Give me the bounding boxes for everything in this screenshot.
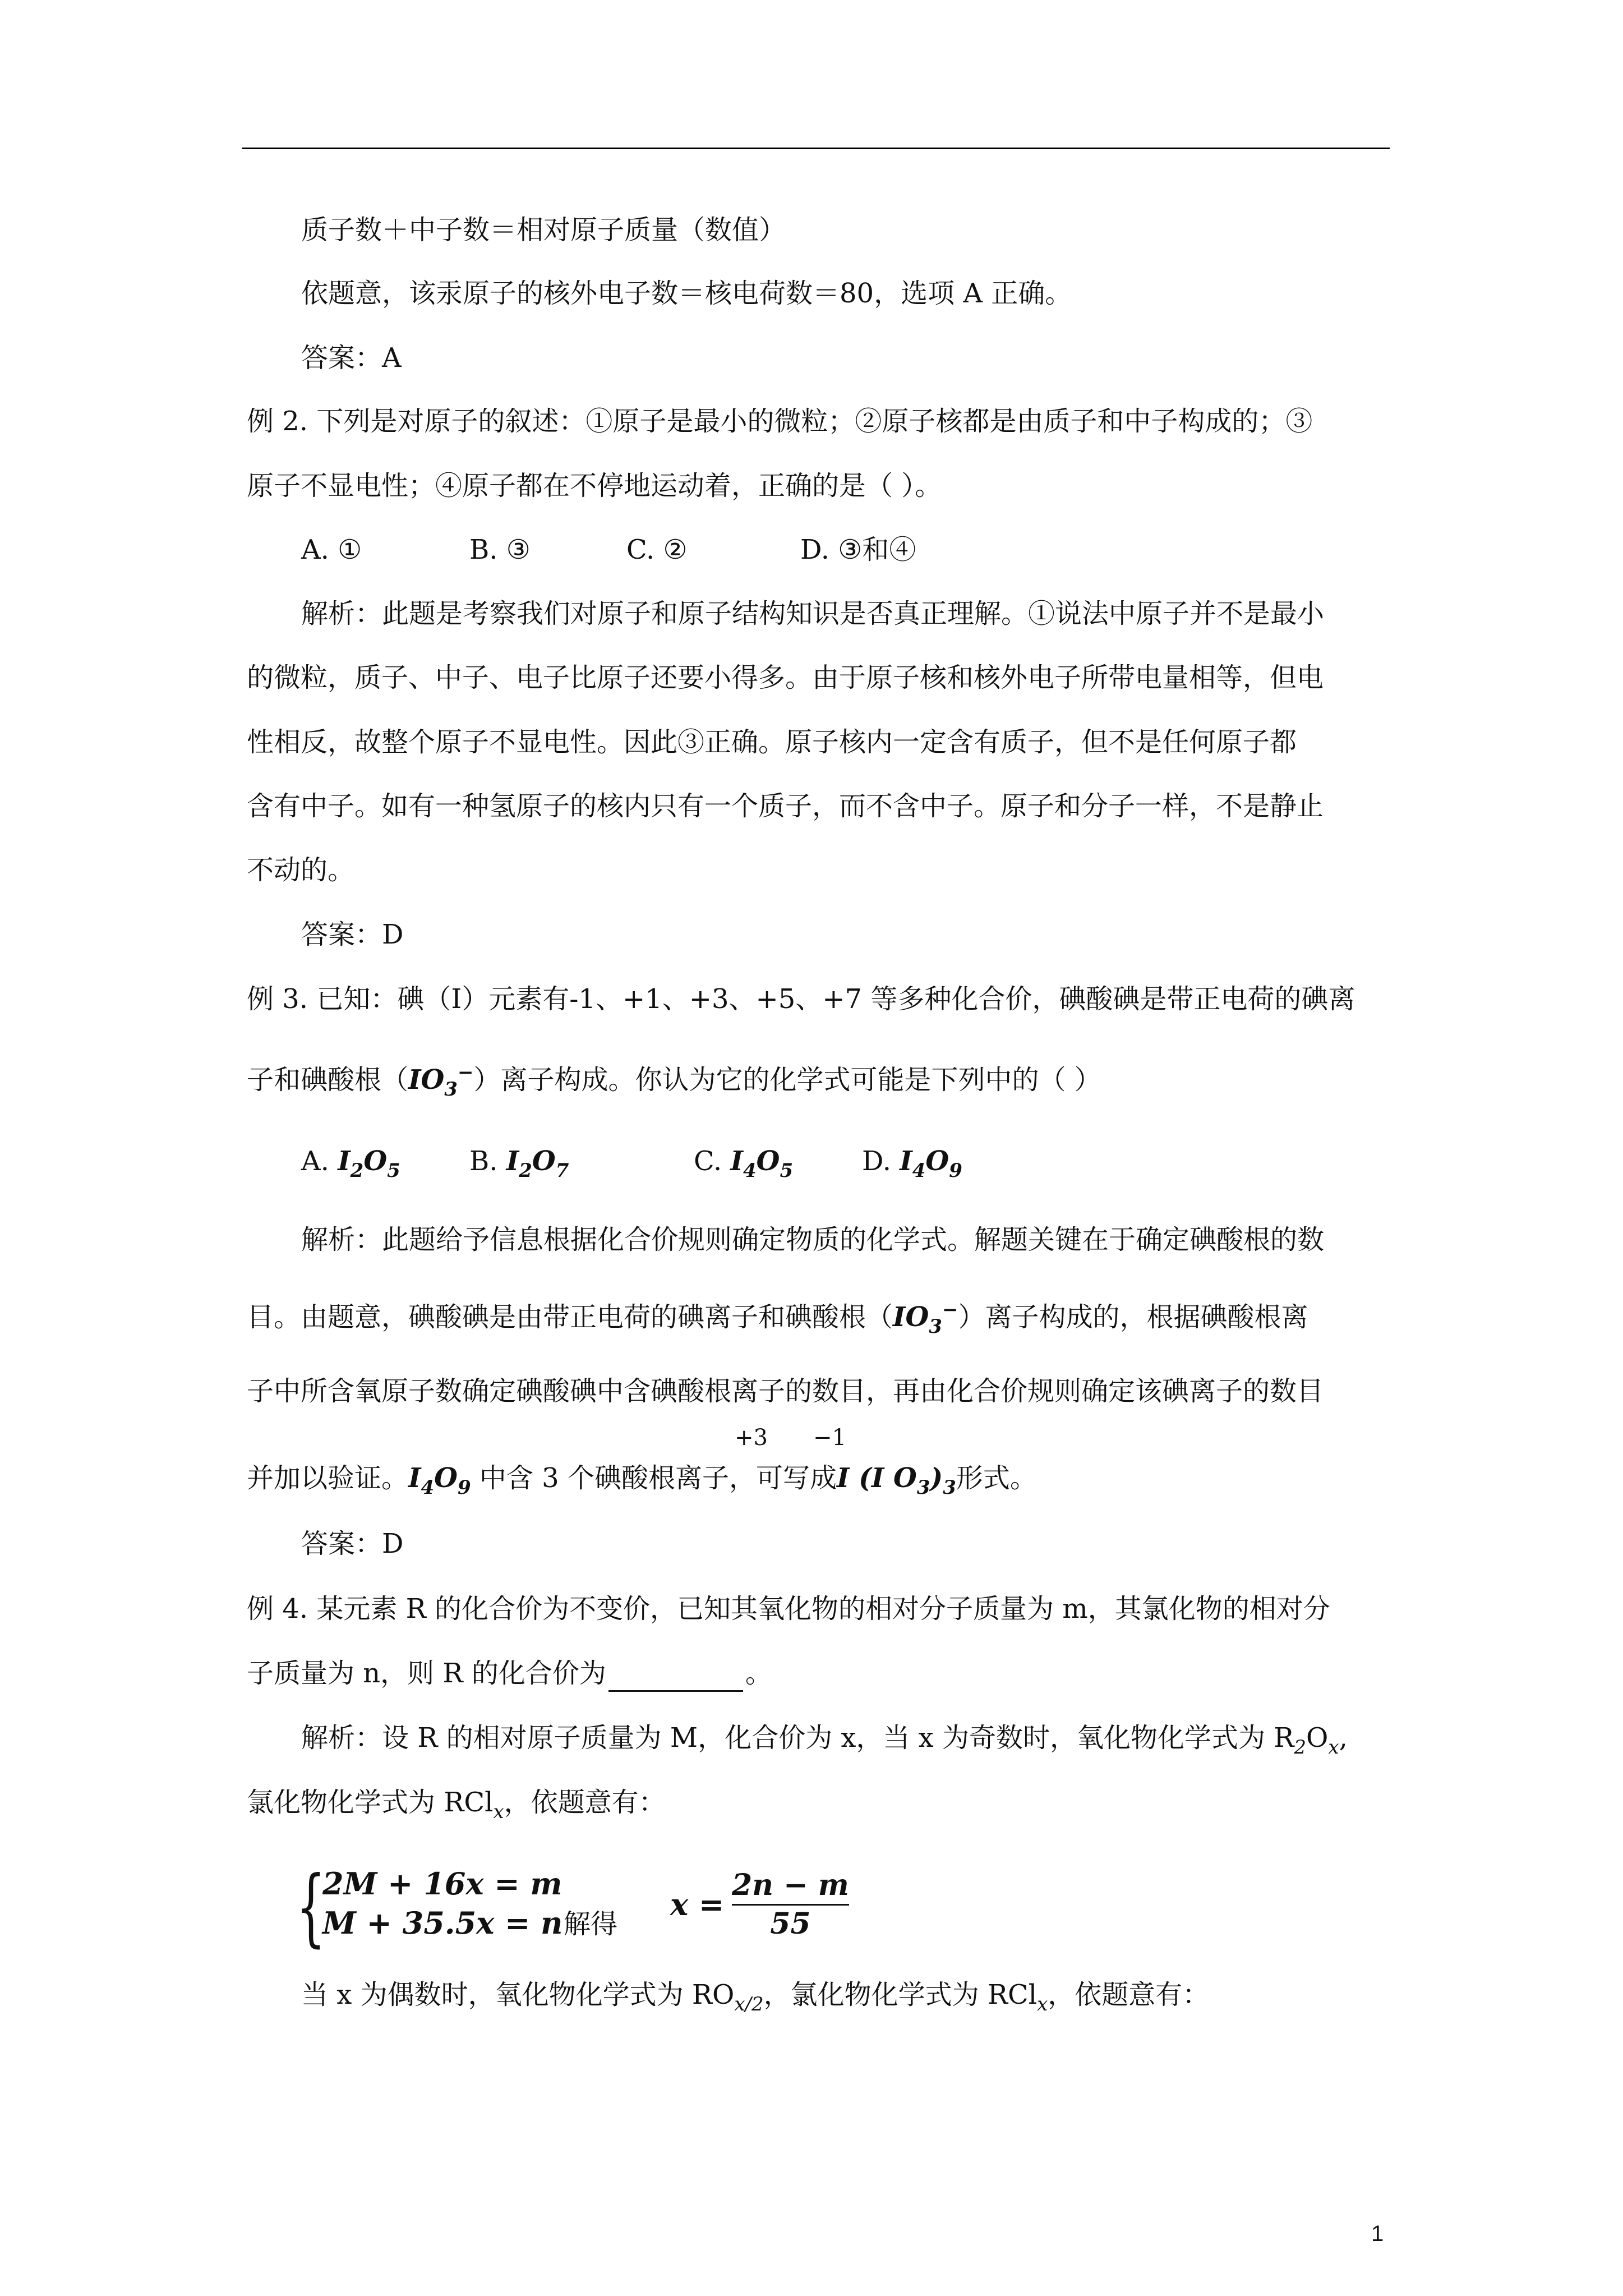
- text-span: 子和碘酸根（: [247, 1064, 409, 1096]
- text-span: 并加以验证。: [247, 1462, 409, 1494]
- page-number: 1: [1371, 2221, 1384, 2246]
- text-line: 依题意，该汞原子的核外电子数＝核电荷数＝80，选项 A 正确。: [301, 278, 1072, 309]
- fraction: [732, 1868, 849, 1941]
- text-span: 氯化物化学式为 RCl: [247, 1787, 494, 1818]
- example-3-options: [301, 1144, 962, 1181]
- option-b: B. ③: [469, 534, 531, 565]
- option-d: D. ③和④: [800, 534, 916, 565]
- fraction-bar: [732, 1904, 849, 1906]
- text-span: ）离子构成。你认为它的化学式可能是下列中的（ ）: [473, 1064, 1101, 1096]
- example-3-line-1: 例 3. 已知：碘（I）元素有-1、+1、+3、+5、+7 等多种化合价，碘酸碘是带正电荷的碘离: [247, 983, 1355, 1015]
- equation-2: M + 35.5x = n: [322, 1905, 563, 1941]
- text-span: O: [1306, 1722, 1329, 1754]
- subscript: x: [1328, 1736, 1339, 1759]
- text-span: 解析：设 R 的相对原子质量为 M，化合价为 x，当 x 为奇数时，氧化物化学式为 R: [301, 1722, 1294, 1754]
- subscript: x: [493, 1801, 504, 1823]
- example-2-options: [301, 533, 916, 567]
- example-4-line-2: [247, 1657, 772, 1692]
- text-line: 含有中子。如有一种氢原子的核内只有一个质子，而不含中子。原子和分子一样，不是静止: [247, 790, 1324, 822]
- option-d: D. $I_4O_9$: [862, 1145, 962, 1182]
- text-line: [247, 1786, 666, 1822]
- option-a: A. $I_2O_5$: [301, 1145, 400, 1182]
- formula-i4o9: $I_4O_9$: [408, 1462, 471, 1499]
- text-span: 中含 3 个碘酸根离子，可写成: [479, 1462, 837, 1494]
- text-span: 形式。: [956, 1462, 1037, 1494]
- text-line: 答案：A: [301, 342, 402, 374]
- text-line: 答案：D: [301, 919, 404, 950]
- option-b: B. $I_2O_7$: [469, 1145, 569, 1182]
- header-rule: [242, 148, 1390, 149]
- valence-plus3: +3: [735, 1425, 768, 1451]
- fraction-numerator: 2n − m: [732, 1868, 849, 1902]
- text-span: 当 x 为偶数时，氧化物化学式为 RO: [301, 1979, 735, 2010]
- example-3-line-2: [247, 1063, 1101, 1099]
- valence-minus1: −1: [813, 1425, 846, 1451]
- text-span: ，依题意有：: [1048, 1979, 1210, 2010]
- text-line: 解析：此题给予信息根据化合价规则确定物质的化学式。解题关键在于确定碘酸根的数: [301, 1224, 1325, 1255]
- text-span: 。: [745, 1658, 772, 1689]
- text-span: ）离子构成的，根据碘酸根离: [958, 1301, 1308, 1333]
- text-span: 目。由题意，碘酸碘是由带正电荷的碘离子和碘酸根（: [247, 1301, 893, 1333]
- solve-label: 解得: [564, 1908, 618, 1940]
- formula-i-io3-3: I (I $O_3)_3$: [836, 1462, 956, 1499]
- text-line: [247, 1300, 1308, 1337]
- x-equals-label: x =: [670, 1887, 725, 1922]
- text-line: 解析：设 R 的相对原子质量为 M，化合价为 x，当 x 为奇数时，氧化物化学式为 $R_2O_x$,: [301, 1722, 1348, 1759]
- subscript: x/2: [734, 1993, 764, 2016]
- text-line: 质子数＋中子数＝相对原子质量（数值）: [301, 214, 786, 246]
- option-c: C. $I_4O_5$: [694, 1145, 794, 1182]
- text-line: 子中所含氧原子数确定碘酸碘中含碘酸根离子的数目，再由化合价规则确定该碘离子的数目: [247, 1375, 1324, 1407]
- fraction-denominator: 55: [770, 1907, 811, 1941]
- text-span: 子质量为 n，则 R 的化合价为: [247, 1658, 606, 1689]
- equation-1: 2M + 16x = m: [322, 1866, 562, 1902]
- text-line: 解析：此题是考察我们对原子和原子结构知识是否真正理解。①说法中原子并不是最小: [301, 598, 1325, 629]
- text-span: ，氯化物化学式为 RCl: [763, 1979, 1038, 2010]
- equation-brace: {: [296, 1858, 326, 1956]
- example-4-line-1: 例 4. 某元素 R 的化合价为不变价，已知其氧化物的相对分子质量为 m，其氯化物的相对分: [247, 1593, 1330, 1625]
- example-2-line-2: 原子不显电性；④原子都在不停地运动着，正确的是（ ）。: [247, 470, 942, 501]
- text-line: [247, 1461, 1037, 1498]
- iodate-formula: $IO_3^-$: [408, 1061, 474, 1101]
- answer-blank: [608, 1657, 743, 1692]
- subscript: 2: [1294, 1736, 1307, 1759]
- text-line: 的微粒，质子、中子、电子比原子还要小得多。由于原子核和核外电子所带电量相等，但电: [247, 662, 1324, 693]
- option-a: A. ①: [301, 534, 362, 565]
- text-line: 性相反，故整个原子不显电性。因此③正确。原子核内一定含有质子，但不是任何原子都: [247, 726, 1297, 758]
- text-span: ，依题意有：: [504, 1787, 666, 1818]
- iodate-formula: $IO_3^-$: [893, 1299, 958, 1338]
- example-2-line-1: 例 2. 下列是对原子的叙述：①原子是最小的微粒；②原子核都是由质子和中子构成的；③: [247, 406, 1313, 437]
- text-line: [301, 1978, 1209, 2014]
- text-line: 不动的。: [247, 854, 355, 886]
- text-line: 答案：D: [301, 1528, 404, 1559]
- subscript: x: [1037, 1993, 1048, 2016]
- option-c: C. ②: [626, 534, 688, 565]
